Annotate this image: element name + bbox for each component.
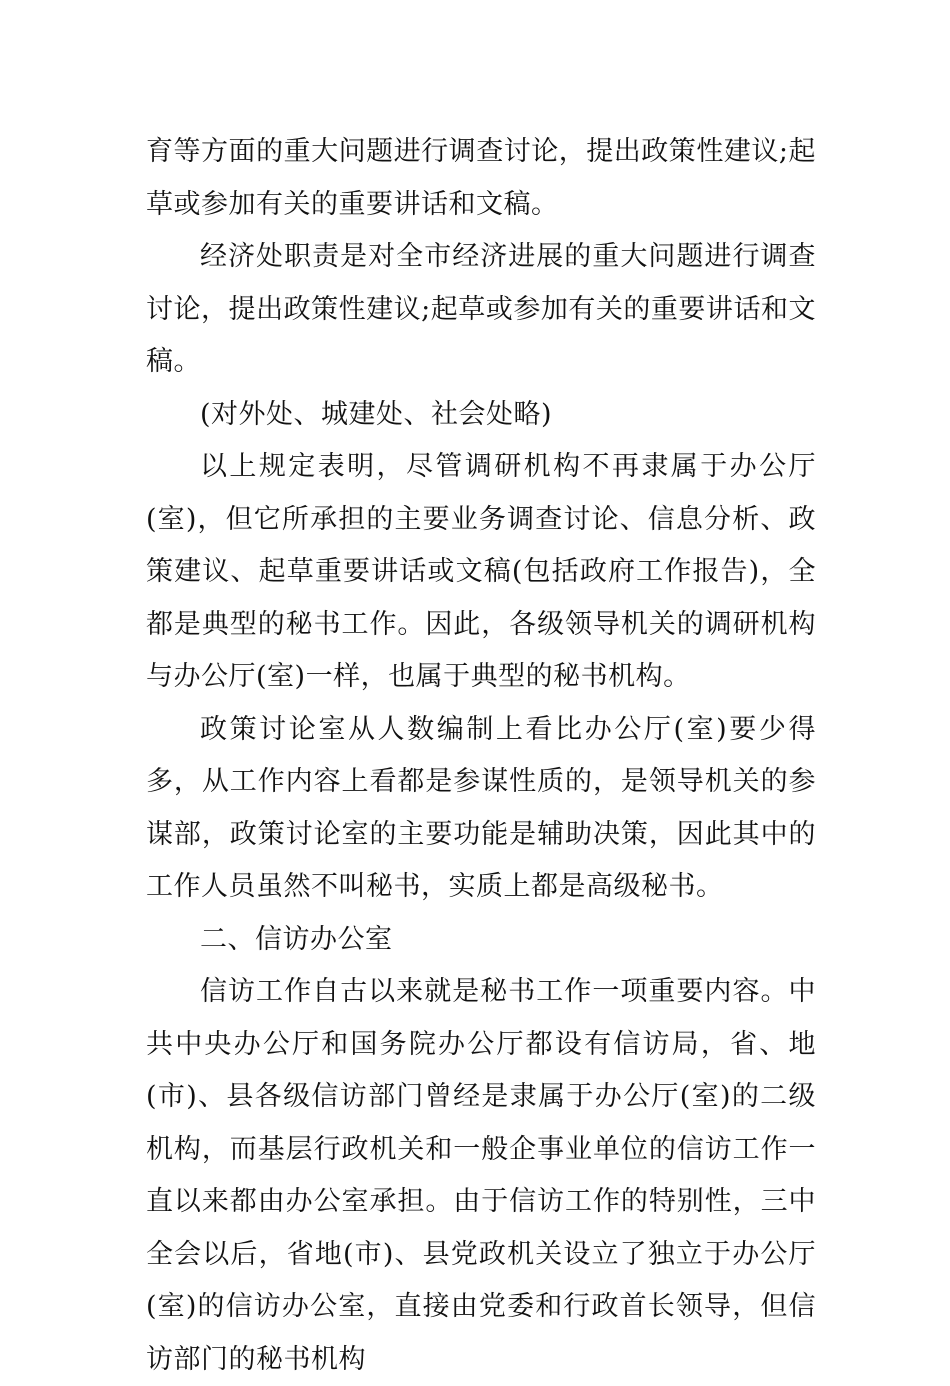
paragraph-research-institution-summary: 以上规定表明，尽管调研机构不再隶属于办公厅(室)，但它所承担的主要业务调查讨论、信息分析、政策建议、起草重要讲话或文稿(包括政府工作报告)，全都是典型的秘书工作。因此，各级领导机关的调研机构与办公厅(室)一样，也属于典型的秘书机构。 [146,451,816,692]
paragraph-petition-work: 信访工作自古以来就是秘书工作一项重要内容。中共中央办公厅和国务院办公厅都设有信访局，省、地(市)、县各级信访部门曾经是隶属于办公厅(室)的二级机构，而基层行政机关和一般企事业单位的信访工作一直以来都由办公室承担。由于信访工作的特别性，三中全会以后，省地(市)、县党政机关设立了独立于办公厅(室)的信访办公室，直接由党委和行政首长领导，但信访部门的秘书机构 [146,976,816,1375]
paragraph-economy-office-duties: 经济处职责是对全市经济进展的重大问题进行调查讨论，提出政策性建议;起草或参加有关的重要讲话和文稿。 [146,241,816,377]
paragraph-policy-research-office: 政策讨论室从人数编制上看比办公厅(室)要少得多，从工作内容上看都是参谋性质的，是领导机关的参谋部，政策讨论室的主要功能是辅助决策，因此其中的工作人员虽然不叫秘书，实质上都是高级秘书。 [146,713,816,902]
paragraph-omitted-offices-note: (对外处、城建处、社会处略) [200,398,553,430]
paragraph-continuation: 育等方面的重大问题进行调查讨论，提出政策性建议;起草或参加有关的重要讲话和文稿。 [146,136,816,220]
section-heading-petition-office: 二、信访办公室 [200,923,393,955]
document-body [146,126,816,1386]
